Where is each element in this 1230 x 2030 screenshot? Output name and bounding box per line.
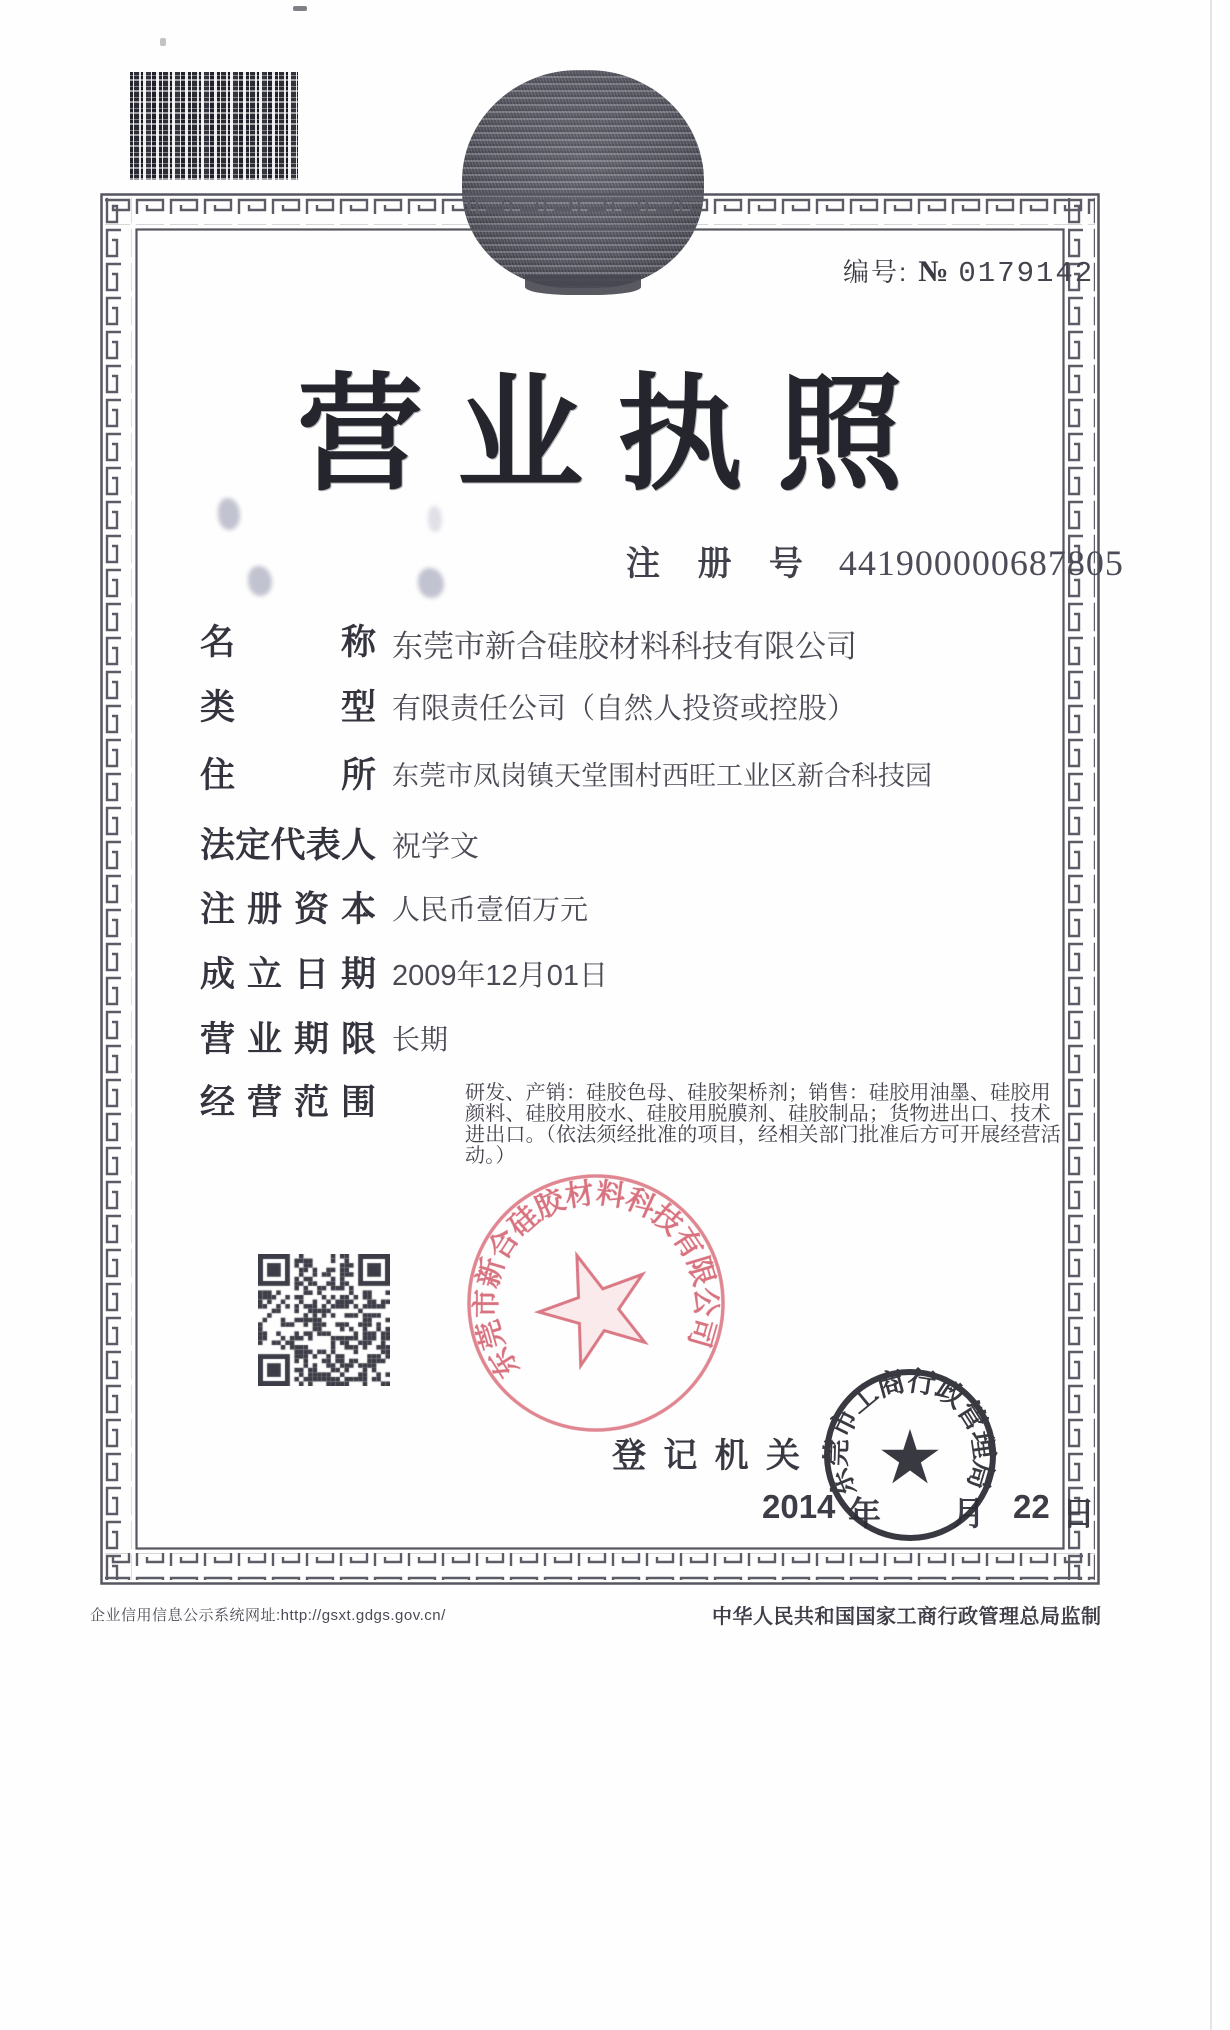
registration-number-label: 注 册 号 — [626, 545, 817, 583]
field-value: 长期 — [392, 1024, 449, 1055]
field-label: 住 所 — [200, 756, 376, 795]
footer-issuing-authority: 中华人民共和国国家工商行政管理总局监制 — [712, 1606, 1102, 1628]
authority-seal-stamp — [820, 1365, 1000, 1545]
scan-smudge — [418, 568, 444, 598]
qr-code — [258, 1254, 390, 1386]
scan-smudge — [428, 506, 442, 532]
registrar-label: 登 记 机 关 — [612, 1437, 800, 1475]
field-label: 法 定 代 表 人 — [200, 826, 376, 865]
issue-day-unit: 日 — [1062, 1495, 1095, 1532]
field-value: 人民币壹佰万元 — [392, 894, 589, 925]
field-label: 成 立 日 期 — [200, 955, 376, 994]
registration-number-value: 441900000687805 — [838, 543, 1124, 583]
serial-number: 0179142 — [958, 257, 1095, 290]
registration-number-line — [626, 536, 1124, 585]
page-edge-shadow — [1210, 0, 1212, 2030]
field-value: 研发、产销：硅胶色母、硅胶架桥剂；销售：硅胶用油墨、硅胶用颜料、硅胶用胶水、硅胶用脱膜剂、硅胶制品；货物进出口、技术进出口。（依法须经批准的项目，经相关部门批准后方可开展经营活动。） — [465, 1082, 1061, 1167]
field-row-legal-representative — [200, 818, 1090, 880]
field-row-registered-capital — [200, 882, 1090, 944]
field-row-type — [200, 680, 1090, 742]
scan-smudge — [248, 566, 272, 596]
star-icon — [525, 1237, 665, 1373]
field-value: 东莞市凤岗镇天堂围村西旺工业区新合科技园 — [392, 761, 932, 791]
field-row-name — [200, 615, 1090, 677]
scan-speck — [293, 6, 307, 11]
issue-year-unit: 年 — [848, 1495, 881, 1532]
numero-sign: № — [918, 255, 949, 288]
field-value: 祝学文 — [392, 831, 480, 863]
field-value: 2009年12月01日 — [392, 960, 609, 992]
field-row-address — [200, 748, 1090, 810]
field-label: 营 业 期 限 — [200, 1020, 376, 1059]
license-title: 营业执照 — [297, 364, 937, 505]
field-value: 东莞市新合硅胶材料科技有限公司 — [392, 629, 857, 664]
barcode — [130, 72, 298, 180]
field-label: 名 称 — [200, 623, 376, 662]
serial-number-line — [843, 252, 1094, 290]
issue-day: 22 — [1013, 1488, 1050, 1525]
serial-label: 编号: — [843, 257, 909, 287]
field-label: 注 册 资 本 — [200, 890, 376, 929]
scan-speck — [160, 38, 166, 46]
authority-seal-text: 东莞市工商行政管理局 — [820, 1365, 1000, 1502]
issue-month-unit: 月 — [952, 1495, 985, 1532]
field-row-business-term — [200, 1012, 1090, 1074]
company-seal-text: 东莞市新合硅胶材料科技有限公司 — [470, 1177, 722, 1384]
field-label: 经 营 范 围 — [200, 1083, 376, 1122]
field-row-establishment-date — [200, 947, 1090, 1009]
field-value: 有限责任公司（自然人投资或控股） — [392, 693, 857, 725]
star-icon — [881, 1429, 938, 1484]
footer-public-info-url: 企业信用信息公示系统网址:http://gsxt.gdgs.gov.cn/ — [90, 1607, 446, 1624]
issue-year: 2014 — [762, 1488, 836, 1525]
scan-smudge — [218, 498, 240, 530]
company-seal-stamp — [441, 1148, 751, 1458]
field-label: 类 型 — [200, 688, 376, 727]
